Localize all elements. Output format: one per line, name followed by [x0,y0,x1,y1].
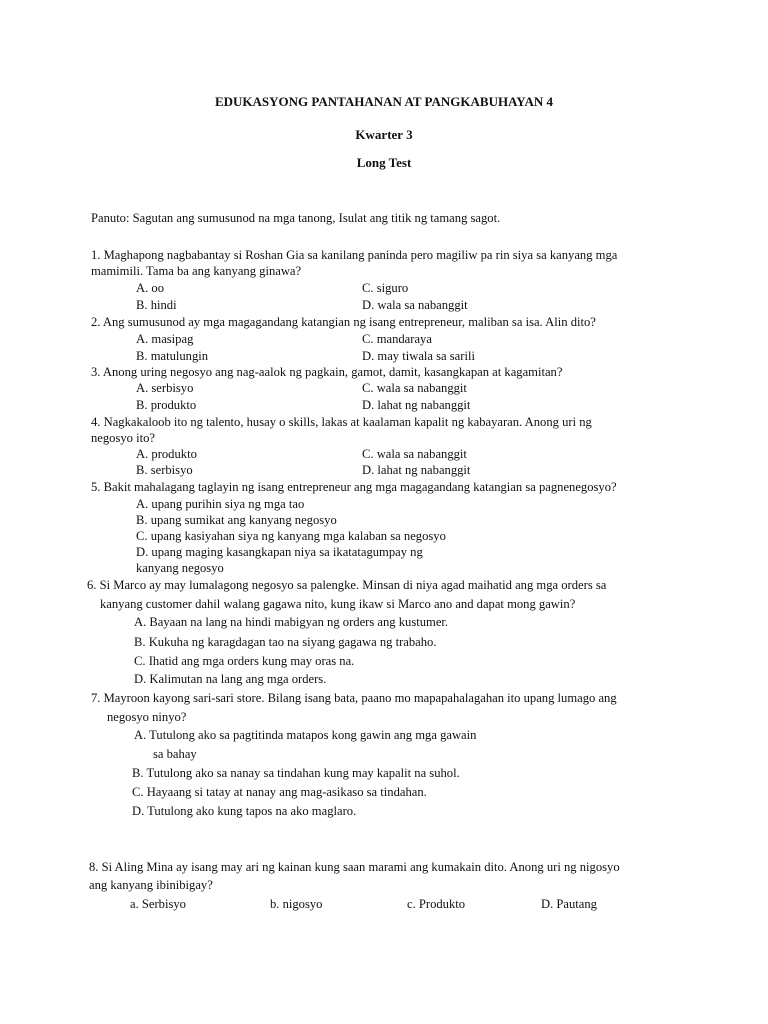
question-6-line-1: 6. Si Marco ay may lumalagong negosyo sa palengke. Minsan di niya agad maihatid ang mga orders sa [87,578,607,592]
test-name: Long Test [356,155,412,170]
question-6-choice-b: B. Kukuha ng karagdagan tao na siyang gagawa ng trabaho. [134,635,437,649]
question-1-choice-b: B. hindi [136,298,177,312]
question-7-choice-a-continued: sa bahay [153,747,197,761]
question-7-choice-b: B. Tutulong ako sa nanay sa tindahan kung may kapalit na suhol. [132,766,460,780]
question-5-choice-c: C. upang kasiyahan siya ng kanyang mga kalaban sa negosyo [136,529,446,543]
question-7-choice-c: C. Hayaang si tatay at nanay ang mag-asikaso sa tindahan. [132,785,427,799]
question-2-choice-b: B. matulungin [136,349,209,363]
question-8-choice-b: b. nigosyo [270,897,323,911]
quarter-label: Kwarter 3 [355,127,413,142]
question-1-line-2: mamimili. Tama ba ang kanyang ginawa? [91,264,302,278]
question-4-choice-b: B. serbisyo [136,463,193,477]
question-2-choice-c: C. mandaraya [362,332,432,346]
question-1-choice-d: D. wala sa nabanggit [362,298,468,312]
question-1-choice-a: A. oo [136,281,164,295]
question-1-line-1: 1. Maghapong nagbabantay si Roshan Gia sa kanilang paninda pero magiliw pa rin siya sa kanyang mga [91,248,618,262]
question-1-choice-c: C. siguro [362,281,409,295]
question-2-line-1: 2. Ang sumusunod ay mga magagandang katangian ng isang entrepreneur, maliban sa isa. Alin dito? [91,315,596,329]
question-6-choice-c: C. Ihatid ang mga orders kung may oras na. [134,654,355,668]
question-6-choice-d: D. Kalimutan na lang ang mga orders. [134,672,327,686]
question-5-line-1: 5. Bakit mahalagang taglayin ng isang entrepreneur ang mga magagandang katangian sa pagnenegosyo? [91,480,617,494]
question-8-choice-a: a. Serbisyo [130,897,186,911]
question-3-choice-a: A. serbisyo [136,381,194,395]
question-7-line-1: 7. Mayroon kayong sari-sari store. Bilang isang bata, paano mo mapapahalagahan ito upang lumago ang [91,691,617,705]
question-5-choice-d-continued: kanyang negosyo [136,561,224,575]
question-8-choice-d: D. Pautang [541,897,597,911]
question-5-choice-d: D. upang maging kasangkapan niya sa ikatatagumpay ng [136,545,423,559]
question-7-line-2: negosyo ninyo? [107,710,187,724]
question-8-line-2: ang kanyang ibinibigay? [89,878,213,892]
question-8-choice-c: c. Produkto [407,897,466,911]
question-3-choice-d: D. lahat ng nabanggit [362,398,471,412]
question-4-choice-a: A. produkto [136,447,197,461]
question-3-line-1: 3. Anong uring negosyo ang nag-aalok ng pagkain, gamot, damit, kasangkapan at kagamitan? [91,365,563,379]
question-8-line-1: 8. Si Aling Mina ay isang may ari ng kainan kung saan marami ang kumakain dito. Anong uri ng nigosyo [89,860,620,874]
question-6-choice-a: A. Bayaan na lang na hindi mabigyan ng orders ang kustumer. [134,615,449,629]
instructions: Panuto: Sagutan ang sumusunod na mga tanong, Isulat ang titik ng tamang sagot. [91,211,501,225]
question-4-choice-d: D. lahat ng nabanggit [362,463,471,477]
question-7-choice-a: A. Tutulong ako sa pagtitinda matapos kong gawin ang mga gawain [134,728,477,742]
question-5-choice-b: B. upang sumikat ang kanyang negosyo [136,513,337,527]
question-3-choice-c: C. wala sa nabanggit [362,381,467,395]
question-4-line-1: 4. Nagkakaloob ito ng talento, husay o skills, lakas at kaalaman kapalit ng kabayaran. Anong uri ng [91,415,592,429]
question-5-choice-a: A. upang purihin siya ng mga tao [136,497,305,511]
question-4-line-2: negosyo ito? [91,431,156,445]
question-2-choice-d: D. may tiwala sa sarili [362,349,475,363]
question-4-choice-c: C. wala sa nabanggit [362,447,467,461]
question-7-choice-d: D. Tutulong ako kung tapos na ako maglaro. [132,804,357,818]
question-2-choice-a: A. masipag [136,332,194,346]
question-6-line-2: kanyang customer dahil walang gagawa nito, kung ikaw si Marco ano and dapat mong gawin? [100,597,576,611]
question-3-choice-b: B. produkto [136,398,197,412]
document-title: EDUKASYONG PANTAHANAN AT PANGKABUHAYAN 4 [214,94,554,109]
